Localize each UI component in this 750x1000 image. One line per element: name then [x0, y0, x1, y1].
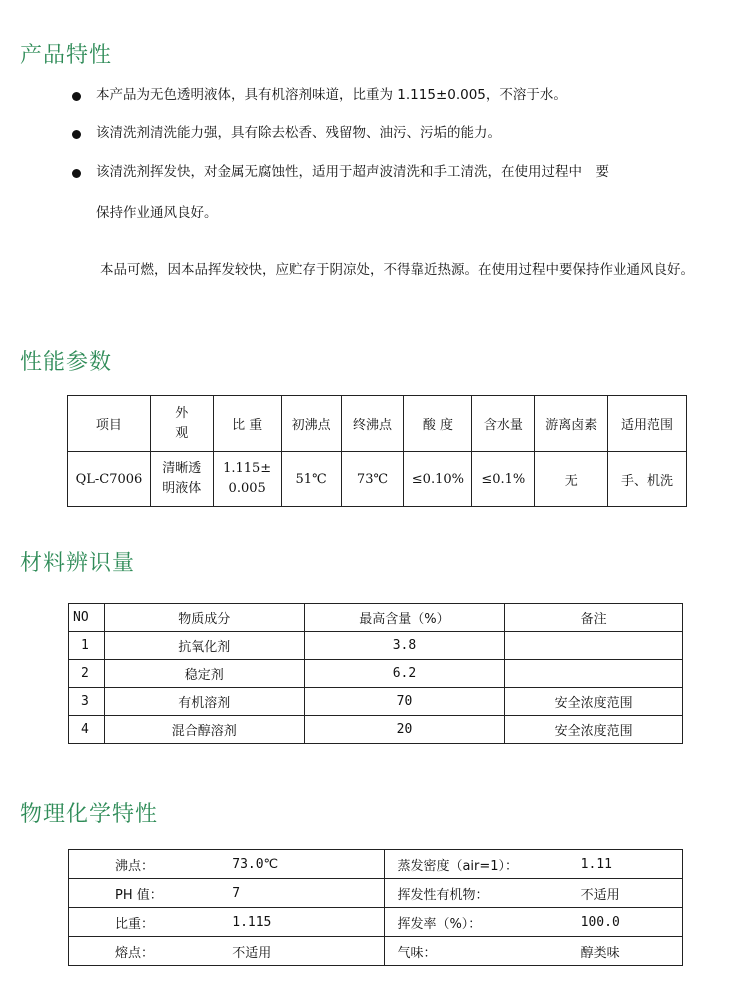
section-title-performance: 性能参数 — [20, 350, 113, 375]
property-label: 熔点： — [69, 937, 233, 966]
feature-text: 本产品为无色透明液体，具有机溶剂味道，比重为 1.115±0.005，不溶于水。 — [96, 87, 567, 103]
table-cell — [505, 632, 683, 660]
table-cell: 4 — [69, 716, 105, 744]
property-value: 1.11 — [581, 850, 683, 879]
table-row — [69, 908, 683, 937]
table-row — [69, 850, 683, 879]
table-header-cell: NO — [69, 604, 105, 632]
section-title-product-features: 产品特性 — [20, 43, 113, 68]
table-cell: ≤0.10% — [404, 452, 472, 507]
bullet-icon — [72, 92, 81, 101]
table-row — [69, 688, 683, 716]
feature-text: 该清洗剂清洗能力强，具有除去松香、残留物、油污、污垢的能力。 — [96, 125, 501, 141]
table-cell: 3.8 — [304, 632, 505, 660]
table-row — [69, 660, 683, 688]
table-row — [69, 632, 683, 660]
table-cell — [505, 660, 683, 688]
property-value: 1.115 — [232, 908, 385, 937]
table-cell: 1 — [69, 632, 105, 660]
property-value: 不适用 — [232, 937, 385, 966]
table-cell: 安全浓度范围 — [505, 716, 683, 744]
table-cell: 安全浓度范围 — [505, 688, 683, 716]
property-value: 不适用 — [581, 879, 683, 908]
property-label: 比重： — [69, 908, 233, 937]
table-cell: 20 — [304, 716, 505, 744]
table-cell: 无 — [535, 452, 608, 507]
table-header-cell: 外 观 — [150, 396, 213, 452]
table-cell: 手、机洗 — [608, 452, 687, 507]
section-title-physchem: 物理化学特性 — [20, 802, 159, 827]
feature-text: 该清洗剂挥发快，对金属无腐蚀性，适用于超声波清洗和手工清洗，在使用过程中 要 — [96, 164, 609, 180]
table-cell: ≤0.1% — [472, 452, 535, 507]
table-header-row — [68, 396, 687, 452]
property-label: 挥发率（%）： — [385, 908, 581, 937]
table-row — [69, 879, 683, 908]
property-label: 蒸发密度（air=1）： — [385, 850, 581, 879]
table-header-cell: 终沸点 — [341, 396, 404, 452]
materials-table — [68, 603, 683, 744]
table-cell: 稳定剂 — [104, 660, 304, 688]
table-header-cell: 适用范围 — [608, 396, 687, 452]
table-header-cell: 项目 — [68, 396, 151, 452]
table-row — [69, 716, 683, 744]
bullet-icon — [72, 130, 81, 139]
table-header-cell: 最高含量（%） — [304, 604, 505, 632]
section-title-materials: 材料辨识量 — [20, 551, 136, 576]
table-cell: 抗氧化剂 — [104, 632, 304, 660]
property-label: 气味： — [385, 937, 581, 966]
table-cell: 清晰透 明液体 — [150, 452, 213, 507]
property-value: 醇类味 — [581, 937, 683, 966]
table-cell: 3 — [69, 688, 105, 716]
table-cell: 1.115± 0.005 — [213, 452, 281, 507]
property-value: 100.0 — [581, 908, 683, 937]
performance-table — [67, 395, 687, 507]
table-header-cell: 酸 度 — [404, 396, 472, 452]
property-value: 73.0℃ — [232, 850, 385, 879]
table-cell: 73℃ — [341, 452, 404, 507]
property-label: PH 值： — [69, 879, 233, 908]
physchem-table — [68, 849, 683, 966]
table-header-cell: 含水量 — [472, 396, 535, 452]
table-cell: 6.2 — [304, 660, 505, 688]
table-cell: 51℃ — [281, 452, 341, 507]
property-label: 挥发性有机物： — [385, 879, 581, 908]
table-cell: QL-C7006 — [68, 452, 151, 507]
table-header-cell: 比 重 — [213, 396, 281, 452]
table-row — [69, 937, 683, 966]
table-header-cell: 初沸点 — [281, 396, 341, 452]
property-label: 沸点： — [69, 850, 233, 879]
bullet-icon — [72, 169, 81, 178]
table-header-cell: 物质成分 — [104, 604, 304, 632]
table-header-cell: 备注 — [505, 604, 683, 632]
table-header-row — [69, 604, 683, 632]
table-cell: 70 — [304, 688, 505, 716]
property-value: 7 — [232, 879, 385, 908]
table-cell: 混合醇溶剂 — [104, 716, 304, 744]
feature-text: 保持作业通风良好。 — [96, 205, 218, 221]
table-header-cell: 游离卤素 — [535, 396, 608, 452]
table-cell: 有机溶剂 — [104, 688, 304, 716]
storage-paragraph: 本品可燃，因本品挥发较快，应贮存于阴凉处，不得靠近热源。在使用过程中要保持作业通风良好。 — [100, 262, 694, 278]
table-row — [68, 452, 687, 507]
table-cell: 2 — [69, 660, 105, 688]
